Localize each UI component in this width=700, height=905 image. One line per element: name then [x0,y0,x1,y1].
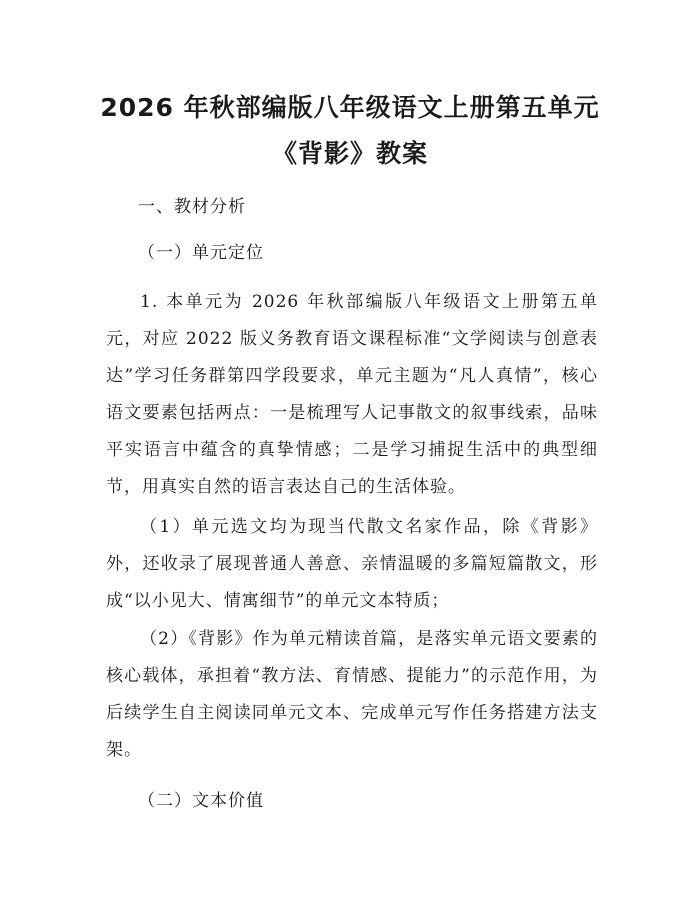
paragraph-beiying-role: （2）《背影》作为单元精读首篇，是落实单元语文要素的核心载体，承担着“教方法、育情感、提能力”的示范作用，为后续学生自主阅读同单元文本、完成单元写作任务搭建方法支架。 [106,629,598,760]
subsection-heading-unit-positioning: （一）单元定位 [138,243,264,263]
document-title-line-1: 2026 年秋部编版八年级语文上册第五单元 [100,93,600,122]
paragraph-unit-texts: （1）单元选文均为现当代散文名家作品，除《背影》外，还收录了展现普通人善意、亲情温暖的多篇短篇散文，形成“以小见大、情寓细节”的单元文本特质； [106,517,598,611]
subsection-heading-text-value: （二）文本价值 [138,791,264,811]
document-title-line-2: 《背影》教案 [271,139,428,168]
section-heading-textbook-analysis: 一、教材分析 [138,197,246,217]
paragraph-unit-overview: 1. 本单元为 2026 年秋部编版八年级语文上册第五单元，对应 2022 版义务教育语文课程标准“文学阅读与创意表达”学习任务群第四学段要求，单元主题为“凡人真情”，核心语文要素包括两点：一是梳理写人记事散文的叙事线索，品味平实语言中蕴含的真挚情感；二是学习捕捉生活中的典型细节，用真实自然的语言表达自己的生活体验。 [106,292,598,497]
